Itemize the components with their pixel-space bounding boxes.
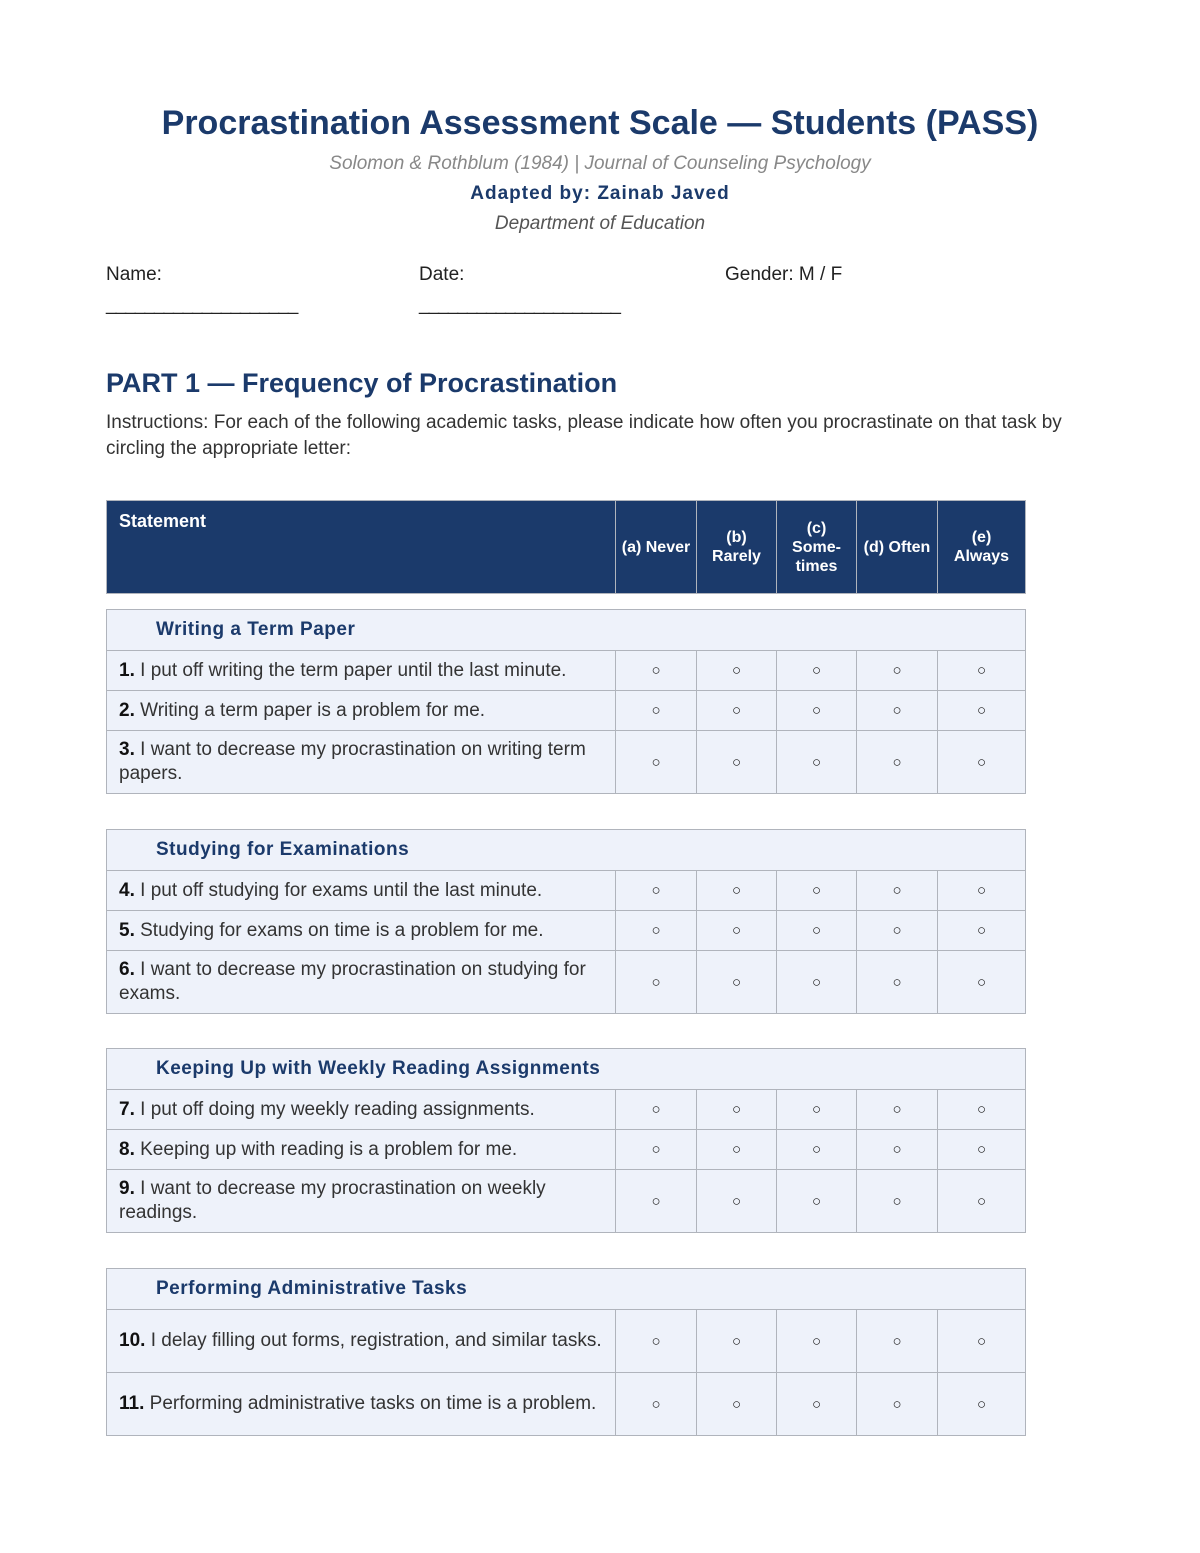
radio-often[interactable]: ○ bbox=[857, 651, 938, 691]
radio-never[interactable]: ○ bbox=[616, 871, 697, 911]
statement-cell bbox=[107, 1373, 616, 1436]
option-header-sometimes: (c) Some- times bbox=[777, 501, 857, 594]
item-text: I put off doing my weekly reading assignments. bbox=[134, 1098, 535, 1120]
citation: Solomon & Rothblum (1984) | Journal of Counseling Psychology bbox=[329, 153, 871, 174]
statement-cell bbox=[107, 1130, 616, 1170]
radio-sometimes[interactable]: ○ bbox=[777, 1373, 857, 1436]
radio-rarely[interactable]: ○ bbox=[697, 731, 777, 794]
header-table bbox=[106, 500, 1026, 594]
section-header-row bbox=[107, 1049, 1026, 1090]
date-label: Date: bbox=[419, 264, 465, 285]
radio-sometimes[interactable]: ○ bbox=[777, 731, 857, 794]
statement-cell bbox=[107, 691, 616, 731]
radio-rarely[interactable]: ○ bbox=[697, 1373, 777, 1436]
radio-always[interactable]: ○ bbox=[938, 731, 1026, 794]
radio-always[interactable]: ○ bbox=[938, 1090, 1026, 1130]
radio-never[interactable]: ○ bbox=[616, 1310, 697, 1373]
section-title: Studying for Examinations bbox=[107, 830, 1026, 871]
radio-often[interactable]: ○ bbox=[857, 691, 938, 731]
radio-never[interactable]: ○ bbox=[616, 1170, 697, 1233]
date-line[interactable]: _____________________ bbox=[419, 294, 620, 315]
item-number: 11. bbox=[119, 1393, 145, 1414]
statement-cell bbox=[107, 1090, 616, 1130]
item-number: 1. bbox=[119, 659, 135, 681]
radio-often[interactable]: ○ bbox=[857, 951, 938, 1014]
page-title: Procrastination Assessment Scale — Students (PASS) bbox=[161, 104, 1039, 142]
radio-always[interactable]: ○ bbox=[938, 871, 1026, 911]
radio-never[interactable]: ○ bbox=[616, 911, 697, 951]
gender-label[interactable]: Gender: M / F bbox=[725, 264, 843, 285]
radio-never[interactable]: ○ bbox=[616, 731, 697, 794]
radio-always[interactable]: ○ bbox=[938, 911, 1026, 951]
name-label: Name: bbox=[106, 264, 162, 285]
section-header-row bbox=[107, 830, 1026, 871]
radio-often[interactable]: ○ bbox=[857, 1130, 938, 1170]
item-text: I put off studying for exams until the last minute. bbox=[134, 879, 543, 901]
option-header-often: (d) Often bbox=[857, 501, 938, 594]
item-number: 9. bbox=[119, 1178, 135, 1199]
radio-often[interactable]: ○ bbox=[857, 1090, 938, 1130]
radio-rarely[interactable]: ○ bbox=[697, 691, 777, 731]
instructions: Instructions: For each of the following academic tasks, please indicate how often you procrastinate on that task by circling the appropriate letter: bbox=[106, 412, 1062, 459]
radio-sometimes[interactable]: ○ bbox=[777, 651, 857, 691]
radio-often[interactable]: ○ bbox=[857, 911, 938, 951]
radio-rarely[interactable]: ○ bbox=[697, 651, 777, 691]
radio-sometimes[interactable]: ○ bbox=[777, 871, 857, 911]
gender-field[interactable] bbox=[725, 264, 842, 288]
radio-rarely[interactable]: ○ bbox=[697, 951, 777, 1014]
radio-sometimes[interactable]: ○ bbox=[777, 1170, 857, 1233]
radio-always[interactable]: ○ bbox=[938, 1170, 1026, 1233]
radio-rarely[interactable]: ○ bbox=[697, 871, 777, 911]
section-title: Writing a Term Paper bbox=[107, 610, 1026, 651]
radio-never[interactable]: ○ bbox=[616, 651, 697, 691]
table-row bbox=[107, 911, 1026, 951]
item-text: I delay filling out forms, registration, and similar tasks. bbox=[145, 1330, 602, 1351]
statement-header: Statement bbox=[107, 501, 616, 594]
option-header-rarely: (b) Rarely bbox=[697, 501, 777, 594]
item-text: I want to decrease my procrastination on weekly readings. bbox=[119, 1178, 546, 1223]
table-row bbox=[107, 951, 1026, 1014]
table-row bbox=[107, 1090, 1026, 1130]
radio-always[interactable]: ○ bbox=[938, 1310, 1026, 1373]
table-row bbox=[107, 871, 1026, 911]
table-row bbox=[107, 1170, 1026, 1233]
item-text: Writing a term paper is a problem for me. bbox=[134, 699, 486, 721]
radio-never[interactable]: ○ bbox=[616, 951, 697, 1014]
section-header-row bbox=[107, 610, 1026, 651]
item-number: 2. bbox=[119, 699, 135, 721]
statement-cell bbox=[107, 1170, 616, 1233]
item-number: 8. bbox=[119, 1138, 135, 1160]
radio-always[interactable]: ○ bbox=[938, 951, 1026, 1014]
department: Department of Education bbox=[494, 213, 706, 234]
radio-sometimes[interactable]: ○ bbox=[777, 1310, 857, 1373]
statement-cell bbox=[107, 911, 616, 951]
statement-cell bbox=[107, 951, 616, 1014]
adapted-by: Adapted by: Zainab Javed bbox=[470, 183, 730, 204]
section-header-row bbox=[107, 1269, 1026, 1310]
date-field[interactable] bbox=[419, 264, 620, 316]
radio-rarely[interactable]: ○ bbox=[697, 1130, 777, 1170]
radio-often[interactable]: ○ bbox=[857, 731, 938, 794]
radio-always[interactable]: ○ bbox=[938, 651, 1026, 691]
radio-sometimes[interactable]: ○ bbox=[777, 1130, 857, 1170]
table-row bbox=[107, 691, 1026, 731]
radio-often[interactable]: ○ bbox=[857, 871, 938, 911]
item-number: 6. bbox=[119, 959, 135, 980]
option-header-never: (a) Never bbox=[616, 501, 697, 594]
name-field[interactable] bbox=[106, 264, 297, 316]
name-line[interactable]: ____________________ bbox=[106, 294, 298, 315]
radio-never[interactable]: ○ bbox=[616, 1090, 697, 1130]
item-text: I put off writing the term paper until the last minute. bbox=[134, 659, 567, 681]
radio-often[interactable]: ○ bbox=[857, 1170, 938, 1233]
radio-always[interactable]: ○ bbox=[938, 1373, 1026, 1436]
item-number: 4. bbox=[119, 879, 135, 901]
statement-cell bbox=[107, 651, 616, 691]
section-table bbox=[106, 609, 1026, 794]
item-number: 10. bbox=[119, 1330, 146, 1351]
section-title: Keeping Up with Weekly Reading Assignments bbox=[107, 1049, 1026, 1090]
statement-cell bbox=[107, 871, 616, 911]
statement-cell bbox=[107, 1310, 616, 1373]
radio-never[interactable]: ○ bbox=[616, 1373, 697, 1436]
radio-never[interactable]: ○ bbox=[616, 691, 697, 731]
item-text: Performing administrative tasks on time is a problem. bbox=[144, 1393, 597, 1414]
item-text: I want to decrease my procrastination on studying for exams. bbox=[119, 959, 586, 1004]
table-row bbox=[107, 1373, 1026, 1436]
table-row bbox=[107, 651, 1026, 691]
item-text: I want to decrease my procrastination on writing term papers. bbox=[119, 739, 586, 784]
radio-often[interactable]: ○ bbox=[857, 1310, 938, 1373]
option-header-always: (e) Always bbox=[938, 501, 1026, 594]
radio-always[interactable]: ○ bbox=[938, 1130, 1026, 1170]
radio-sometimes[interactable]: ○ bbox=[777, 1090, 857, 1130]
statement-cell bbox=[107, 731, 616, 794]
table-row bbox=[107, 1130, 1026, 1170]
radio-always[interactable]: ○ bbox=[938, 691, 1026, 731]
radio-sometimes[interactable]: ○ bbox=[777, 951, 857, 1014]
radio-rarely[interactable]: ○ bbox=[697, 1090, 777, 1130]
section-title: Performing Administrative Tasks bbox=[107, 1269, 1026, 1310]
radio-never[interactable]: ○ bbox=[616, 1130, 697, 1170]
part-1-heading: PART 1 — Frequency of Procrastination bbox=[106, 368, 618, 398]
item-number: 3. bbox=[119, 739, 135, 760]
table-row bbox=[107, 1310, 1026, 1373]
section-table bbox=[106, 1048, 1026, 1233]
section-table bbox=[106, 1268, 1026, 1436]
section-table bbox=[106, 829, 1026, 1014]
radio-sometimes[interactable]: ○ bbox=[777, 691, 857, 731]
radio-often[interactable]: ○ bbox=[857, 1373, 938, 1436]
item-number: 7. bbox=[119, 1098, 135, 1120]
radio-rarely[interactable]: ○ bbox=[697, 1310, 777, 1373]
radio-sometimes[interactable]: ○ bbox=[777, 911, 857, 951]
item-text: Studying for exams on time is a problem for me. bbox=[134, 919, 544, 941]
table-row bbox=[107, 731, 1026, 794]
radio-rarely[interactable]: ○ bbox=[697, 1170, 777, 1233]
radio-rarely[interactable]: ○ bbox=[697, 911, 777, 951]
item-number: 5. bbox=[119, 919, 135, 941]
item-text: Keeping up with reading is a problem for me. bbox=[134, 1138, 518, 1160]
